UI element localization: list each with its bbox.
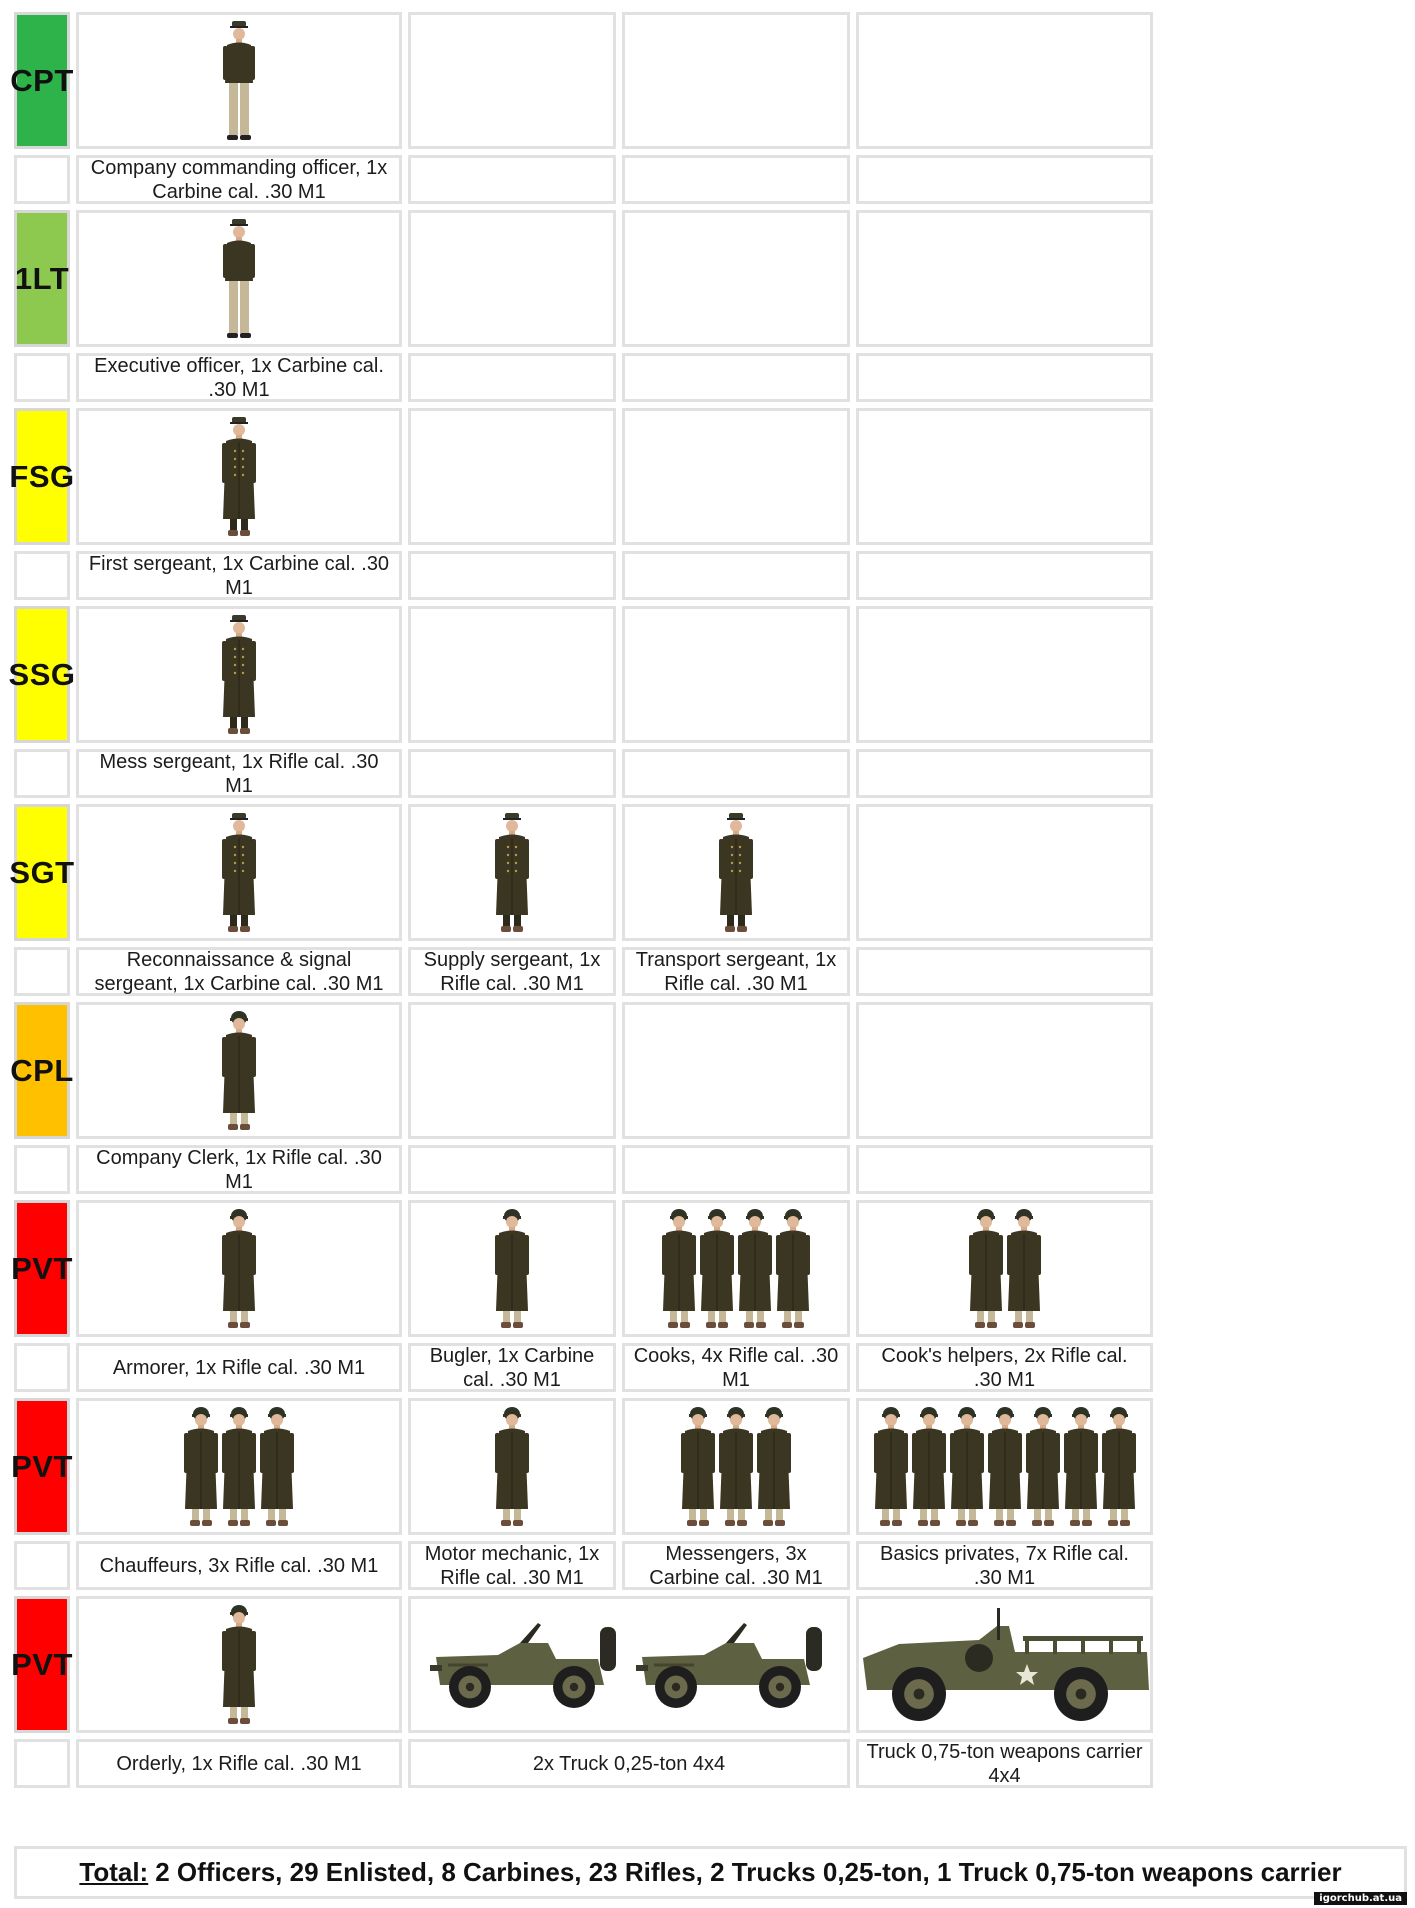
private-figure-icon bbox=[699, 1207, 735, 1331]
empty-picture-cell bbox=[408, 210, 616, 347]
figure-group bbox=[221, 217, 257, 341]
sergeant-figure-icon bbox=[221, 415, 257, 539]
position-caption: Bugler, 1x Carbine cal. .30 M1 bbox=[429, 1344, 595, 1391]
position-caption: Cooks, 4x Rifle cal. .30 M1 bbox=[633, 1344, 839, 1391]
figure-group bbox=[428, 1619, 830, 1711]
private-figure-icon bbox=[1063, 1405, 1099, 1529]
private-figure-icon bbox=[259, 1405, 295, 1529]
picture-cell-mess-sergeant bbox=[76, 606, 402, 743]
private-figure-icon bbox=[987, 1405, 1023, 1529]
caption-cell bbox=[622, 947, 850, 996]
figure-group bbox=[494, 1207, 530, 1331]
caption-cell bbox=[76, 1739, 402, 1788]
empty-picture-cell bbox=[856, 804, 1153, 941]
caption-cell bbox=[76, 155, 402, 204]
rank-cell-ssg bbox=[8, 606, 76, 743]
caption-cell bbox=[408, 947, 616, 996]
picture-cell-basics-privates bbox=[856, 1398, 1153, 1535]
empty-picture-cell bbox=[856, 12, 1153, 149]
private-figure-icon bbox=[1006, 1207, 1042, 1331]
empty-rank-caption-cell bbox=[14, 947, 70, 996]
total-label: Total: bbox=[79, 1857, 149, 1887]
picture-cell-armorer bbox=[76, 1200, 402, 1337]
weapons-carrier-truck-icon bbox=[859, 1606, 1151, 1724]
caption-cell bbox=[622, 1343, 850, 1392]
empty-caption-cell bbox=[622, 551, 850, 600]
rank-label: CPT bbox=[10, 62, 74, 98]
figure-group bbox=[718, 811, 754, 935]
figure-group bbox=[221, 19, 257, 143]
empty-rank-caption-cell bbox=[14, 1739, 70, 1788]
private-figure-icon bbox=[968, 1207, 1004, 1331]
private-figure-icon bbox=[775, 1207, 811, 1331]
figure-group bbox=[221, 1009, 257, 1133]
position-caption: Cook's helpers, 2x Rifle cal. .30 M1 bbox=[881, 1344, 1128, 1391]
empty-rank-caption-cell bbox=[14, 1145, 70, 1194]
caption-cell bbox=[76, 353, 402, 402]
figure-group bbox=[968, 1207, 1042, 1331]
rank-label: FSG bbox=[9, 458, 75, 494]
empty-caption-cell bbox=[856, 155, 1153, 204]
rank-label: PVT bbox=[11, 1250, 73, 1286]
picture-cell-orderly bbox=[76, 1596, 402, 1733]
total-text: 2 Officers, 29 Enlisted, 8 Carbines, 23 Rifles, 2 Trucks 0,25-ton, 1 Truck 0,75-ton weapons carrier bbox=[155, 1857, 1342, 1887]
private-figure-icon bbox=[661, 1207, 697, 1331]
position-caption: Basics privates, 7x Rifle cal. .30 M1 bbox=[880, 1542, 1129, 1589]
rank-label: SSG bbox=[8, 656, 76, 692]
picture-cell-first-sergeant bbox=[76, 408, 402, 545]
picture-cell-chauffeurs bbox=[76, 1398, 402, 1535]
position-caption: Chauffeurs, 3x Rifle cal. .30 M1 bbox=[99, 1554, 379, 1577]
position-caption: Truck 0,75-ton weapons carrier 4x4 bbox=[866, 1740, 1143, 1787]
empty-rank-caption-cell bbox=[14, 353, 70, 402]
picture-cell-reconnaissance-signal-sergeant bbox=[76, 804, 402, 941]
position-caption: Motor mechanic, 1x Rifle cal. .30 M1 bbox=[424, 1542, 600, 1589]
empty-caption-cell bbox=[408, 551, 616, 600]
empty-caption-cell bbox=[408, 155, 616, 204]
empty-rank-caption-cell bbox=[14, 551, 70, 600]
empty-rank-caption-cell bbox=[14, 1541, 70, 1590]
private-figure-icon bbox=[183, 1405, 219, 1529]
private-figure-icon bbox=[873, 1405, 909, 1529]
rank-label: PVT bbox=[11, 1646, 73, 1682]
rank-cell-pvt bbox=[11, 1200, 73, 1337]
total-summary bbox=[14, 1846, 1407, 1899]
figure-group bbox=[221, 1603, 257, 1727]
watermark: igorchub.at.ua bbox=[1314, 1892, 1407, 1905]
position-caption: Messengers, 3x Carbine cal. .30 M1 bbox=[649, 1542, 823, 1589]
empty-caption-cell bbox=[622, 353, 850, 402]
caption-cell bbox=[622, 1541, 850, 1590]
figure-group bbox=[221, 811, 257, 935]
empty-picture-cell bbox=[856, 606, 1153, 743]
position-caption: Reconnaissance & signal sergeant, 1x Carbine cal. .30 M1 bbox=[94, 948, 384, 995]
picture-cell-supply-sergeant bbox=[408, 804, 616, 941]
rank-label: PVT bbox=[11, 1448, 73, 1484]
rank-cell-cpt bbox=[10, 12, 74, 149]
private-figure-icon bbox=[1101, 1405, 1137, 1529]
position-caption: Supply sergeant, 1x Rifle cal. .30 M1 bbox=[423, 948, 601, 995]
empty-picture-cell bbox=[622, 606, 850, 743]
picture-cell-2x-truck-0 bbox=[408, 1596, 850, 1733]
empty-caption-cell bbox=[408, 1145, 616, 1194]
private-figure-icon bbox=[756, 1405, 792, 1529]
caption-cell bbox=[76, 1541, 402, 1590]
private-figure-icon bbox=[737, 1207, 773, 1331]
caption-cell bbox=[76, 947, 402, 996]
empty-caption-cell bbox=[856, 353, 1153, 402]
empty-caption-cell bbox=[408, 749, 616, 798]
rank-label: 1LT bbox=[14, 260, 70, 296]
private-figure-icon bbox=[680, 1405, 716, 1529]
picture-cell-company-commanding-officer bbox=[76, 12, 402, 149]
jeep-truck-icon bbox=[428, 1619, 624, 1711]
private-figure-icon bbox=[718, 1405, 754, 1529]
figure-group bbox=[859, 1606, 1151, 1724]
position-caption: Armorer, 1x Rifle cal. .30 M1 bbox=[112, 1356, 366, 1379]
empty-rank-caption-cell bbox=[14, 155, 70, 204]
sergeant-figure-icon bbox=[221, 613, 257, 737]
position-caption: 2x Truck 0,25-ton 4x4 bbox=[532, 1752, 726, 1775]
empty-picture-cell bbox=[408, 1002, 616, 1139]
rank-cell-cpl bbox=[10, 1002, 74, 1139]
caption-cell bbox=[76, 1145, 402, 1194]
officer-figure-icon bbox=[221, 19, 257, 143]
empty-picture-cell bbox=[856, 408, 1153, 545]
picture-cell-company-clerk bbox=[76, 1002, 402, 1139]
empty-rank-caption-cell bbox=[14, 1343, 70, 1392]
rank-cell-pvt bbox=[11, 1398, 73, 1535]
figure-group bbox=[221, 415, 257, 539]
empty-picture-cell bbox=[622, 210, 850, 347]
sergeant-figure-icon bbox=[718, 811, 754, 935]
private-figure-icon bbox=[221, 1603, 257, 1727]
empty-rank-caption-cell bbox=[14, 749, 70, 798]
position-caption: Company commanding officer, 1x Carbine cal. .30 M1 bbox=[90, 156, 388, 203]
position-caption: Orderly, 1x Rifle cal. .30 M1 bbox=[116, 1752, 362, 1775]
caption-cell bbox=[408, 1541, 616, 1590]
figure-group bbox=[221, 1207, 257, 1331]
empty-caption-cell bbox=[856, 1145, 1153, 1194]
private-figure-icon bbox=[911, 1405, 947, 1529]
empty-picture-cell bbox=[856, 210, 1153, 347]
caption-cell bbox=[856, 1739, 1153, 1788]
caption-cell bbox=[76, 749, 402, 798]
empty-caption-cell bbox=[622, 155, 850, 204]
empty-picture-cell bbox=[856, 1002, 1153, 1139]
empty-picture-cell bbox=[622, 408, 850, 545]
private-figure-icon bbox=[221, 1405, 257, 1529]
private-figure-icon bbox=[494, 1207, 530, 1331]
caption-cell bbox=[856, 1343, 1153, 1392]
caption-cell bbox=[408, 1343, 616, 1392]
caption-cell bbox=[856, 1541, 1153, 1590]
figure-group bbox=[680, 1405, 792, 1529]
picture-cell-motor-mechanic bbox=[408, 1398, 616, 1535]
picture-cell-bugler bbox=[408, 1200, 616, 1337]
empty-picture-cell bbox=[408, 12, 616, 149]
sergeant-figure-icon bbox=[221, 811, 257, 935]
rank-cell-fsg bbox=[9, 408, 75, 545]
rank-label: SGT bbox=[9, 854, 75, 890]
position-caption: Transport sergeant, 1x Rifle cal. .30 M1 bbox=[635, 948, 837, 995]
empty-caption-cell bbox=[622, 1145, 850, 1194]
picture-cell-cook-s-helpers bbox=[856, 1200, 1153, 1337]
figure-group bbox=[221, 613, 257, 737]
empty-caption-cell bbox=[856, 947, 1153, 996]
empty-picture-cell bbox=[408, 408, 616, 545]
empty-caption-cell bbox=[856, 749, 1153, 798]
picture-cell-transport-sergeant bbox=[622, 804, 850, 941]
caption-cell bbox=[76, 551, 402, 600]
private-figure-icon bbox=[221, 1009, 257, 1133]
sergeant-figure-icon bbox=[494, 811, 530, 935]
position-caption: Mess sergeant, 1x Rifle cal. .30 M1 bbox=[99, 750, 379, 797]
jeep-truck-icon bbox=[634, 1619, 830, 1711]
figure-group bbox=[873, 1405, 1137, 1529]
private-figure-icon bbox=[1025, 1405, 1061, 1529]
private-figure-icon bbox=[221, 1207, 257, 1331]
position-caption: Executive officer, 1x Carbine cal. .30 M1 bbox=[94, 354, 384, 401]
picture-cell-messengers bbox=[622, 1398, 850, 1535]
picture-cell-cooks bbox=[622, 1200, 850, 1337]
picture-cell-executive-officer bbox=[76, 210, 402, 347]
empty-picture-cell bbox=[408, 606, 616, 743]
caption-cell bbox=[76, 1343, 402, 1392]
rank-cell-1lt bbox=[14, 210, 70, 347]
empty-caption-cell bbox=[622, 749, 850, 798]
figure-group bbox=[661, 1207, 811, 1331]
rank-cell-sgt bbox=[9, 804, 75, 941]
empty-picture-cell bbox=[622, 1002, 850, 1139]
officer-figure-icon bbox=[221, 217, 257, 341]
position-caption: First sergeant, 1x Carbine cal. .30 M1 bbox=[88, 552, 390, 599]
picture-cell-truck-0 bbox=[856, 1596, 1153, 1733]
empty-caption-cell bbox=[856, 551, 1153, 600]
rank-cell-pvt bbox=[11, 1596, 73, 1733]
figure-group bbox=[494, 1405, 530, 1529]
rank-label: CPL bbox=[10, 1052, 74, 1088]
caption-cell bbox=[408, 1739, 850, 1788]
figure-group bbox=[183, 1405, 295, 1529]
figure-group bbox=[494, 811, 530, 935]
private-figure-icon bbox=[949, 1405, 985, 1529]
private-figure-icon bbox=[494, 1405, 530, 1529]
empty-caption-cell bbox=[408, 353, 616, 402]
position-caption: Company Clerk, 1x Rifle cal. .30 M1 bbox=[96, 1146, 382, 1193]
empty-picture-cell bbox=[622, 12, 850, 149]
